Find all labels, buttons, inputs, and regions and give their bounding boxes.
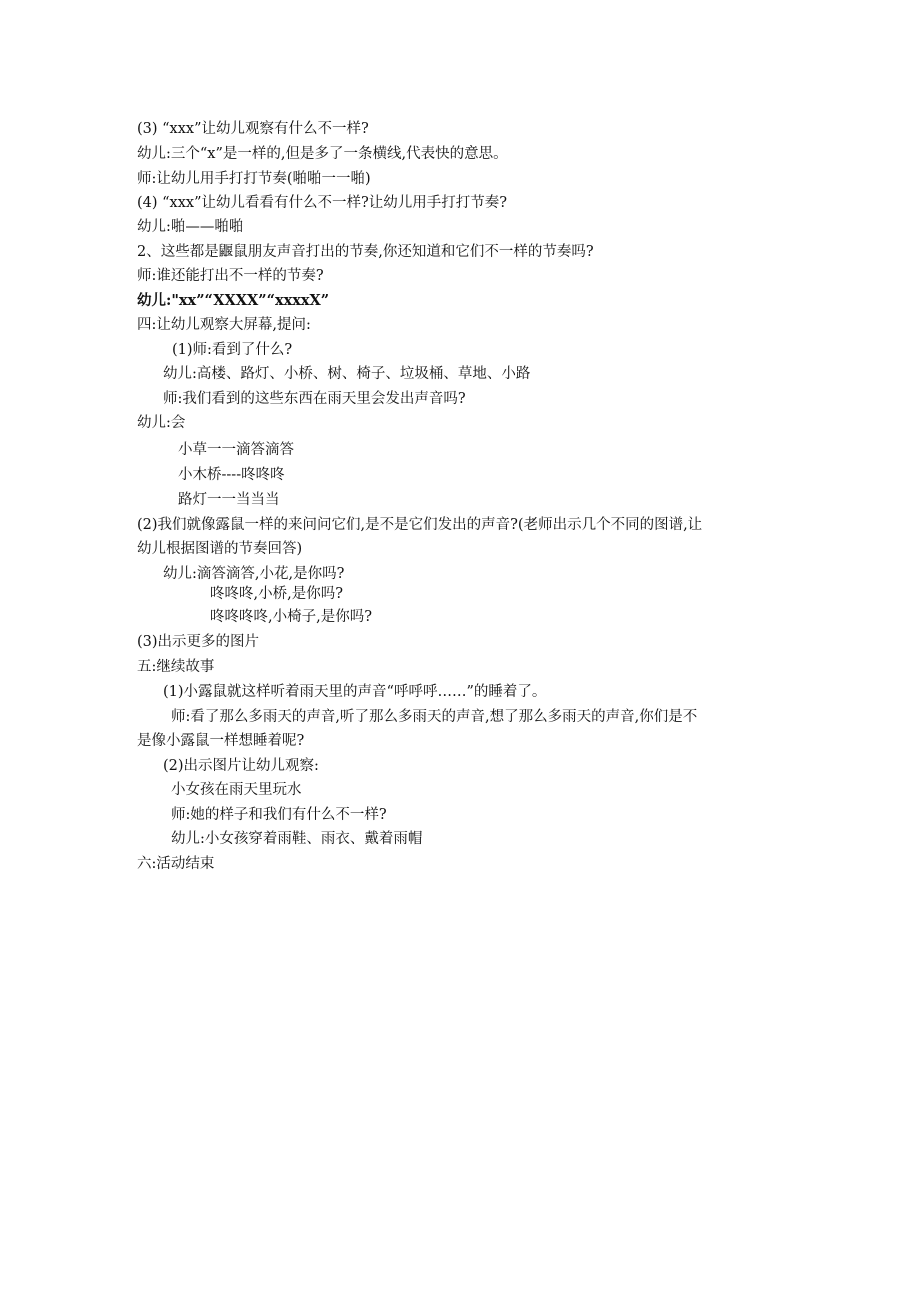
text-line-30: 幼儿:小女孩穿着雨鞋、雨衣、戴着雨帽 xyxy=(171,831,423,847)
text-line-5: 幼儿:啪——啪啪 xyxy=(137,219,244,235)
text-line-29: 师:她的样子和我们有什么不一样? xyxy=(171,807,387,823)
text-line-14: 小草一一滴答滴答 xyxy=(178,442,294,458)
text-line-26: 是像小露鼠一样想睡着呢? xyxy=(137,733,305,749)
text-line-13: 幼儿:会 xyxy=(137,415,186,431)
text-line-21: 咚咚咚咚,小椅子,是你吗? xyxy=(210,609,372,625)
text-line-22: (3)出示更多的图片 xyxy=(137,634,260,650)
text-line-17: (2)我们就像露鼠一样的来问问它们,是不是它们发出的声音?(老师出示几个不同的图谱,让 xyxy=(137,517,703,533)
text-line-20: 咚咚咚,小桥,是你吗? xyxy=(210,586,343,602)
text-line-7: 师:谁还能打出不一样的节奏? xyxy=(137,268,324,284)
text-line-6: 2、这些都是鼴鼠朋友声音打出的节奏,你还知道和它们不一样的节奏吗? xyxy=(137,244,594,260)
text-line-24: (1)小露鼠就这样听着雨天里的声音“呼呼呼……”的睡着了。 xyxy=(163,684,547,700)
section-heading-4: 四:让幼儿观察大屏幕,提问: xyxy=(137,317,311,333)
text-line-2: 幼儿:三个“x”是一样的,但是多了一条横线,代表快的意思。 xyxy=(137,146,508,162)
text-line-27: (2)出示图片让幼儿观察: xyxy=(163,758,319,774)
section-heading-6: 六:活动结束 xyxy=(137,856,215,872)
text-line-19: 幼儿:滴答滴答,小花,是你吗? xyxy=(163,566,345,582)
text-line-18: 幼儿根据图谱的节奏回答) xyxy=(137,541,303,557)
text-line-25: 师:看了那么多雨天的声音,听了那么多雨天的声音,想了那么多雨天的声音,你们是不 xyxy=(171,709,698,725)
text-line-16: 路灯一一当当当 xyxy=(178,492,280,508)
text-line-12: 师:我们看到的这些东西在雨天里会发出声音吗? xyxy=(163,391,466,407)
text-line-15: 小木桥----咚咚咚 xyxy=(178,467,285,483)
text-line-4: (4) “xxx”让幼儿看看有什么不一样?让幼儿用手打打节奏? xyxy=(137,195,508,211)
text-line-28: 小女孩在雨天里玩水 xyxy=(171,782,302,798)
text-line-10: (1)师:看到了什么? xyxy=(172,342,293,358)
section-heading-5: 五:继续故事 xyxy=(137,659,215,675)
text-line-1: (3) “xxx”让幼儿观察有什么不一样? xyxy=(137,121,369,137)
text-line-8: 幼儿:"xx”“XXXX”“xxxxX” xyxy=(137,292,330,309)
text-line-3: 师:让幼儿用手打打节奏(啪啪一一啪) xyxy=(137,171,371,187)
text-line-11: 幼儿:高楼、路灯、小桥、树、椅子、垃圾桶、草地、小路 xyxy=(163,366,531,382)
